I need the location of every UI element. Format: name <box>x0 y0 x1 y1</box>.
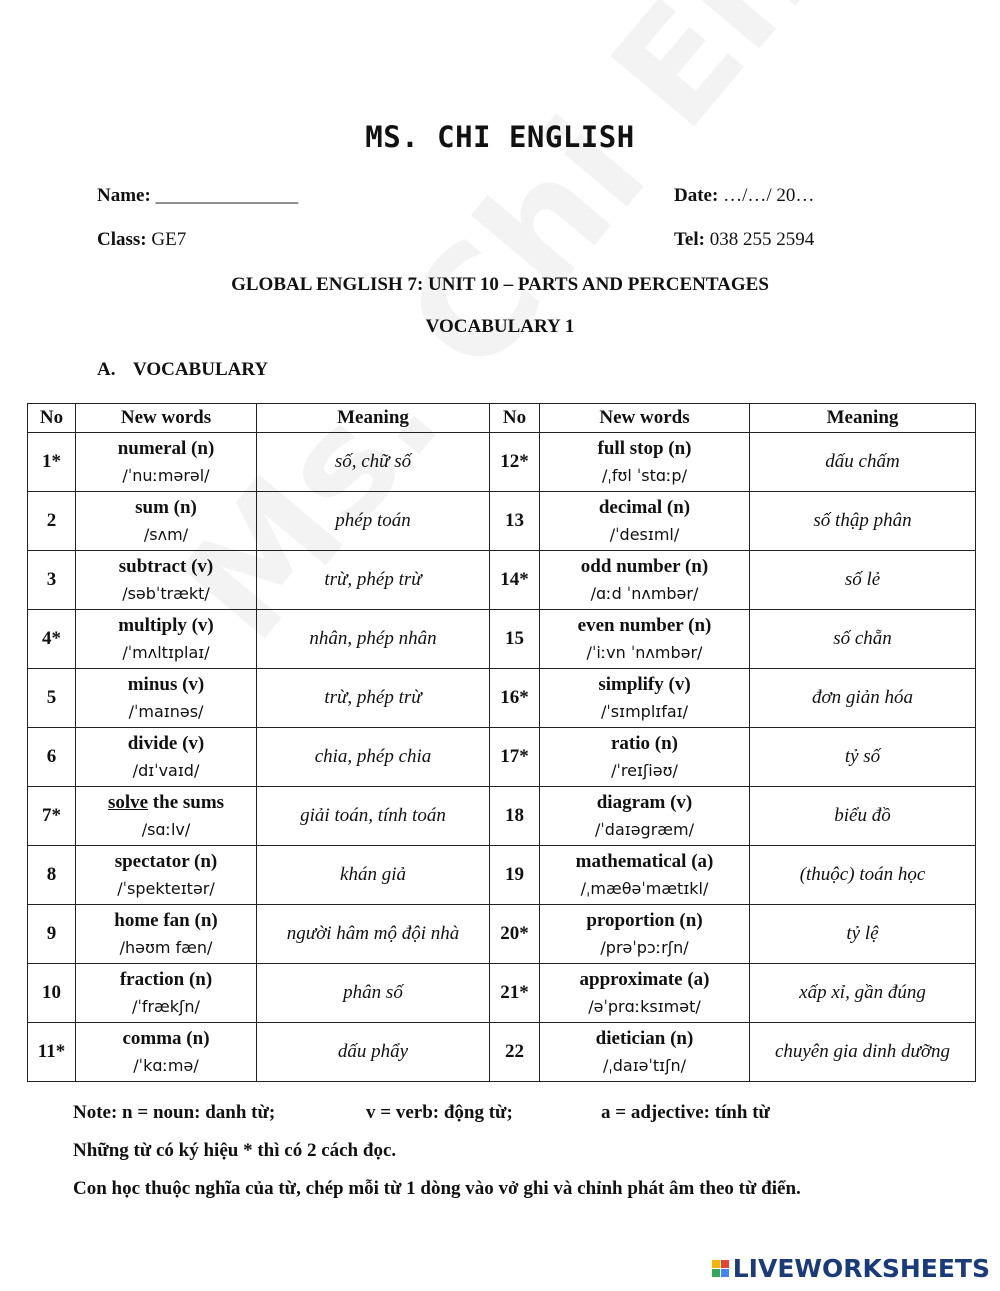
table-row <box>28 846 976 905</box>
table-header-row <box>28 404 976 433</box>
entry-number: 18 <box>490 787 540 846</box>
entry-ipa: /dɪˈvaɪd/ <box>132 761 200 780</box>
entry-word: comma (n) <box>122 1028 210 1049</box>
entry-number: 1* <box>28 433 76 492</box>
note-asterisk: Những từ có ký hiệu * thì có 2 cách đọc. <box>73 1140 397 1161</box>
entry-number: 2 <box>28 492 76 551</box>
page-title: MS. CHI ENGLISH <box>365 120 635 154</box>
header-no-right: No <box>490 404 540 433</box>
entry-word-cell <box>76 433 257 492</box>
tel-label: Tel: <box>674 229 705 250</box>
entry-meaning: xấp xỉ, gần đúng <box>750 964 976 1023</box>
header-meaning-right: Meaning <box>750 404 976 433</box>
entry-word-cell <box>540 433 750 492</box>
entry-word: numeral (n) <box>117 438 215 459</box>
entry-number: 16* <box>490 669 540 728</box>
entry-number: 5 <box>28 669 76 728</box>
entry-word: home fan (n) <box>114 910 218 931</box>
section-a-heading <box>97 359 268 381</box>
entry-word: minus (v) <box>127 674 205 695</box>
entry-number: 15 <box>490 610 540 669</box>
entry-word: spectator (n) <box>114 851 218 872</box>
entry-number: 11* <box>28 1023 76 1082</box>
class-label: Class: <box>97 229 147 250</box>
entry-number: 12* <box>490 433 540 492</box>
liveworksheets-logo-icon <box>712 1260 729 1277</box>
entry-meaning: người hâm mộ đội nhà <box>257 905 490 964</box>
entry-ipa: /prəˈpɔːrʃn/ <box>600 938 689 957</box>
entry-meaning: khán giả <box>257 846 490 905</box>
name-label: Name: <box>97 185 151 206</box>
entry-ipa: /ˌmæθəˈmætɪkl/ <box>580 879 709 898</box>
date-value: …/…/ 20… <box>723 185 815 206</box>
note-verb: v = verb: động từ; <box>366 1102 513 1123</box>
entry-word: ratio (n) <box>610 733 678 754</box>
note-instruction: Con học thuộc nghĩa của từ, chép mỗi từ 1 dòng vào vở ghi và chỉnh phát âm theo từ điển. <box>73 1178 801 1199</box>
entry-word-cell <box>76 610 257 669</box>
entry-number: 13 <box>490 492 540 551</box>
entry-ipa: /ˈdesɪml/ <box>609 525 680 544</box>
entry-word-cell <box>540 492 750 551</box>
header-no-left: No <box>28 404 76 433</box>
entry-word: sum (n) <box>135 497 197 518</box>
liveworksheets-brand <box>712 1254 990 1283</box>
entry-meaning: tỷ số <box>750 728 976 787</box>
tel-value: 038 255 2594 <box>709 229 815 250</box>
entry-word: odd number (n) <box>580 556 709 577</box>
entry-word: even number (n) <box>577 615 712 636</box>
entry-number: 14* <box>490 551 540 610</box>
entry-meaning: (thuộc) toán học <box>750 846 976 905</box>
entry-ipa: /sɑːlv/ <box>141 820 191 839</box>
entry-ipa: /əˈprɑːksɪmət/ <box>588 997 701 1016</box>
header-meaning-left: Meaning <box>257 404 490 433</box>
entry-meaning: giải toán, tính toán <box>257 787 490 846</box>
name-value: _______________ <box>155 185 299 206</box>
entry-number: 4* <box>28 610 76 669</box>
entry-meaning: số thập phân <box>750 492 976 551</box>
entry-ipa: /sʌm/ <box>143 525 189 544</box>
entry-number: 20* <box>490 905 540 964</box>
logo-square-4 <box>721 1269 729 1277</box>
entry-number: 19 <box>490 846 540 905</box>
liveworksheets-text: LIVEWORKSHEETS <box>732 1254 990 1283</box>
entry-word-cell <box>540 669 750 728</box>
entry-meaning: đơn giản hóa <box>750 669 976 728</box>
entry-number: 7* <box>28 787 76 846</box>
entry-ipa: /ˈfrækʃn/ <box>132 997 200 1016</box>
note-adjective: a = adjective: tính từ <box>601 1102 770 1123</box>
entry-word-cell <box>76 846 257 905</box>
entry-word-cell <box>540 551 750 610</box>
entry-word: subtract (v) <box>118 556 214 577</box>
entry-meaning: tỷ lệ <box>750 905 976 964</box>
entry-meaning: số, chữ số <box>257 433 490 492</box>
table-row <box>28 905 976 964</box>
entry-word-rest: the sums <box>148 792 225 813</box>
entry-word <box>76 789 256 816</box>
entry-word: divide (v) <box>127 733 205 754</box>
entry-ipa: /ˈmaɪnəs/ <box>128 702 204 721</box>
entry-word: dietician (n) <box>595 1028 694 1049</box>
entry-number: 21* <box>490 964 540 1023</box>
name-field <box>97 185 298 207</box>
entry-number: 6 <box>28 728 76 787</box>
entry-word: fraction (n) <box>119 969 213 990</box>
entry-word-cell <box>540 964 750 1023</box>
table-row <box>28 787 976 846</box>
entry-word-cell <box>540 728 750 787</box>
header-new-words-right: New words <box>540 404 750 433</box>
table-row <box>28 728 976 787</box>
entry-meaning: phân số <box>257 964 490 1023</box>
table-row <box>28 551 976 610</box>
entry-word-cell <box>76 551 257 610</box>
entry-word-cell <box>540 846 750 905</box>
vocabulary-table <box>27 403 976 1082</box>
note-legend <box>73 1102 275 1124</box>
entry-word-cell <box>76 669 257 728</box>
entry-ipa: /ˈreɪʃiəʊ/ <box>611 761 678 780</box>
entry-word-cell <box>540 905 750 964</box>
entry-meaning: chuyên gia dinh dưỡng <box>750 1023 976 1082</box>
entry-word: mathematical (a) <box>575 851 714 872</box>
entry-meaning: trừ, phép trừ <box>257 669 490 728</box>
date-label: Date: <box>674 185 719 206</box>
table-row <box>28 610 976 669</box>
table-row <box>28 669 976 728</box>
entry-ipa: /ˌfʊl ˈstɑːp/ <box>602 466 687 485</box>
entry-meaning: số chẵn <box>750 610 976 669</box>
entry-word-cell <box>76 964 257 1023</box>
vocab-heading: VOCABULARY 1 <box>425 316 575 337</box>
entry-word-cell <box>76 492 257 551</box>
logo-square-3 <box>712 1269 720 1277</box>
entry-word: multiply (v) <box>118 615 214 636</box>
entry-word: decimal (n) <box>598 497 691 518</box>
class-field <box>97 229 186 251</box>
entry-ipa: /ˌdaɪəˈtɪʃn/ <box>602 1056 687 1075</box>
logo-square-2 <box>721 1260 729 1268</box>
entry-number: 10 <box>28 964 76 1023</box>
entry-word: simplify (v) <box>598 674 691 695</box>
entry-word-cell <box>540 1023 750 1082</box>
entry-meaning: dấu chấm <box>750 433 976 492</box>
table-row <box>28 1023 976 1082</box>
entry-word-cell <box>76 1023 257 1082</box>
entry-word-cell <box>540 787 750 846</box>
tel-field <box>674 229 814 251</box>
header-new-words-left: New words <box>76 404 257 433</box>
table-row <box>28 492 976 551</box>
entry-word: proportion (n) <box>586 910 703 931</box>
entry-word-underlined: solve <box>107 792 149 813</box>
entry-meaning: biểu đồ <box>750 787 976 846</box>
entry-word-cell <box>540 610 750 669</box>
entry-ipa: /ˈmʌltɪplaɪ/ <box>122 643 210 662</box>
entry-meaning: số lẻ <box>750 551 976 610</box>
vocabulary-table-body <box>28 433 976 1082</box>
entry-meaning: trừ, phép trừ <box>257 551 490 610</box>
entry-number: 22 <box>490 1023 540 1082</box>
entry-ipa: /ˈnuːmərəl/ <box>122 466 210 485</box>
entry-meaning: dấu phẩy <box>257 1023 490 1082</box>
entry-word: approximate (a) <box>579 969 710 990</box>
entry-number: 3 <box>28 551 76 610</box>
date-field <box>674 185 814 207</box>
entry-meaning: phép toán <box>257 492 490 551</box>
entry-ipa: /həʊm fæn/ <box>119 938 213 957</box>
table-row <box>28 964 976 1023</box>
entry-ipa: /ˈsɪmplɪfaɪ/ <box>601 702 688 721</box>
entry-number: 17* <box>490 728 540 787</box>
entry-word-cell <box>76 905 257 964</box>
table-row <box>28 433 976 492</box>
entry-ipa: /ɑːd ˈnʌmbər/ <box>590 584 699 603</box>
entry-ipa: /ˈkɑːmə/ <box>133 1056 199 1075</box>
class-value: GE7 <box>151 229 187 250</box>
entry-ipa: /ˈspekteɪtər/ <box>117 879 215 898</box>
entry-ipa: /ˈdaɪəgræm/ <box>595 820 694 839</box>
entry-meaning: chia, phép chia <box>257 728 490 787</box>
logo-square-1 <box>712 1260 720 1268</box>
entry-number: 8 <box>28 846 76 905</box>
entry-word: full stop (n) <box>597 438 692 459</box>
entry-meaning: nhân, phép nhân <box>257 610 490 669</box>
entry-number: 9 <box>28 905 76 964</box>
note-noun: Note: n = noun: danh từ; <box>73 1102 276 1123</box>
entry-word: diagram (v) <box>596 792 693 813</box>
section-a-title: VOCABULARY <box>133 359 269 380</box>
entry-word-cell <box>76 787 257 846</box>
unit-heading: GLOBAL ENGLISH 7: UNIT 10 – PARTS AND PERCENTAGES <box>231 274 769 295</box>
entry-ipa: /ˈiːvn ˈnʌmbər/ <box>586 643 703 662</box>
entry-word-cell <box>76 728 257 787</box>
section-a-letter: A. <box>97 359 116 380</box>
entry-ipa: /səbˈtrækt/ <box>122 584 210 603</box>
